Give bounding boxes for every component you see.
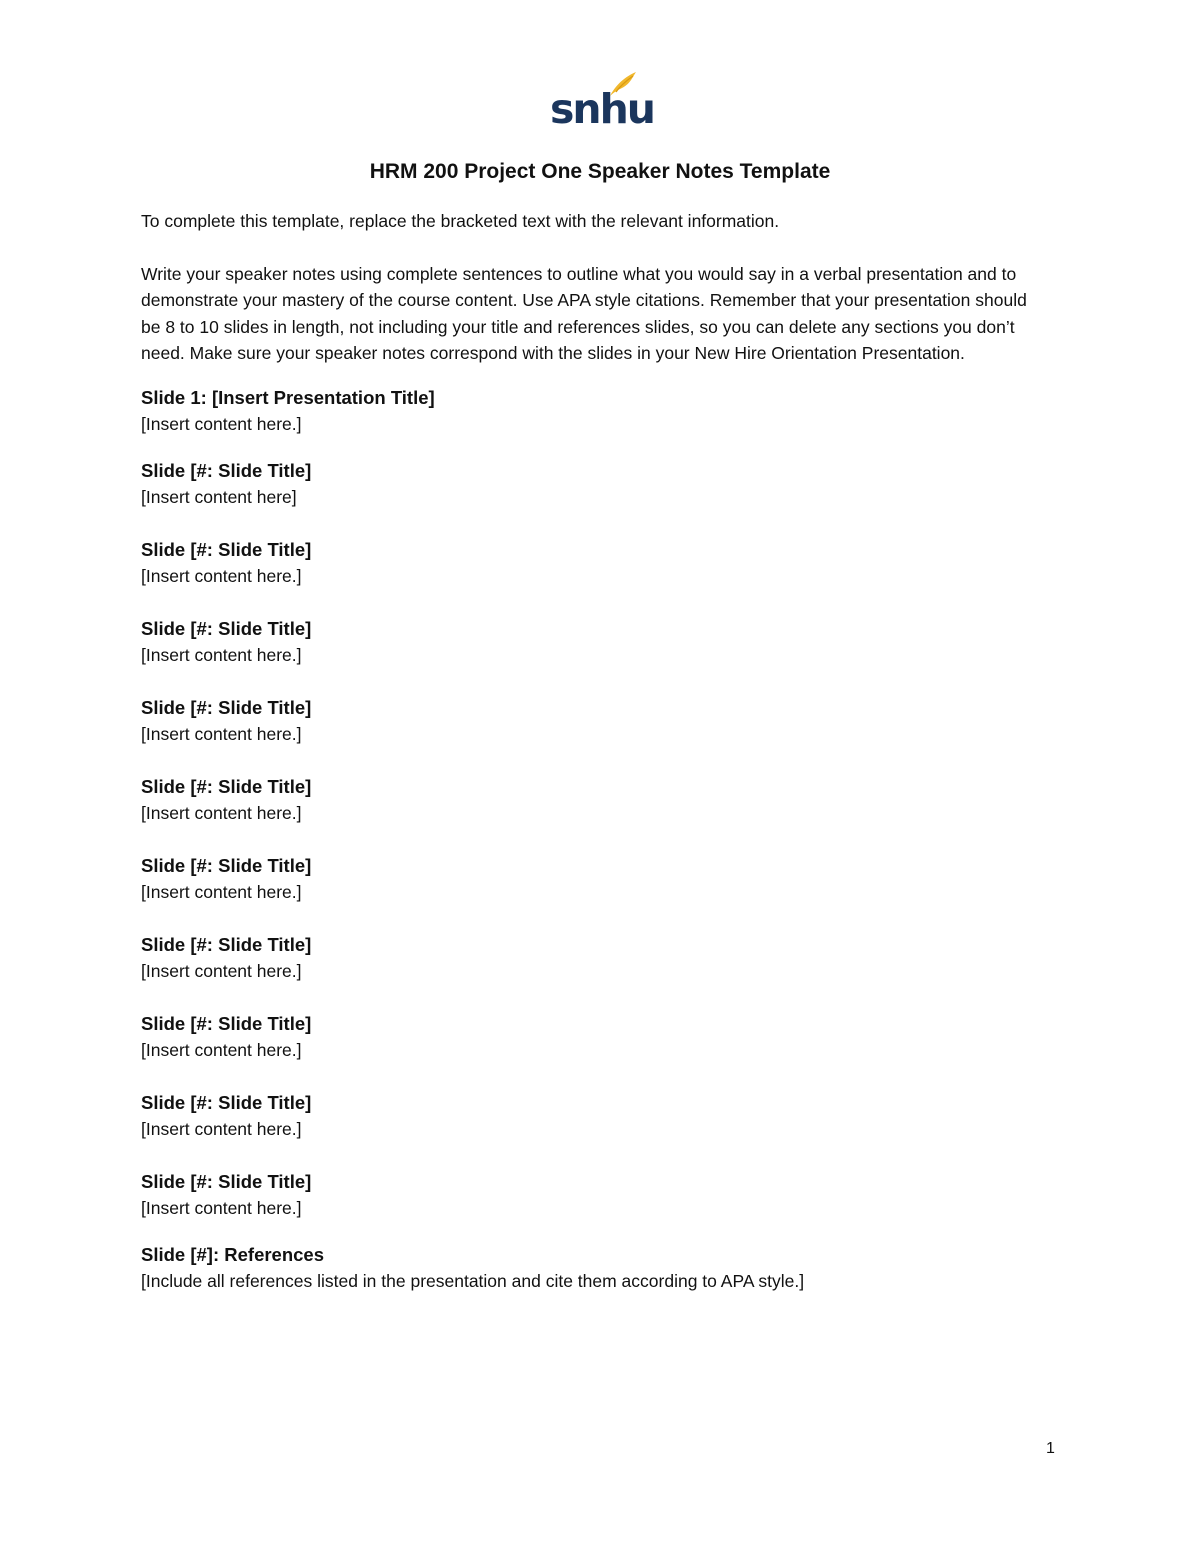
slide-heading: Slide [#: Slide Title]	[141, 459, 312, 481]
slide-section	[141, 1090, 1041, 1143]
slide-section	[141, 458, 1041, 511]
page-number: 1	[1046, 1440, 1055, 1457]
slide-section	[141, 695, 1041, 748]
slide-heading: Slide [#: Slide Title]	[141, 775, 312, 797]
logo-wordmark: snhu	[550, 85, 654, 133]
slide-section	[141, 1011, 1041, 1064]
slide-heading: Slide [#: Slide Title]	[141, 933, 312, 955]
slide-content: [Insert content here.]	[141, 882, 302, 902]
intro-paragraph: Write your speaker notes using complete sentences to outline what you would say in a verbal presentation and to demonstrate your mastery of the course content. Use APA style citations. Remember that your presentation should be 8 to 10 slides in length, not including your title and references slides, so you can delete any sections you don’t need. Make sure your speaker notes correspond with the slides in your New Hire Orientation Presentation.	[141, 263, 1027, 363]
slide-content: [Insert content here.]	[141, 803, 302, 823]
slide-section	[141, 774, 1041, 827]
slide-heading: Slide [#: Slide Title]	[141, 696, 312, 718]
page-title: HRM 200 Project One Speaker Notes Template	[369, 160, 831, 183]
slide-content: [Insert content here.]	[141, 961, 302, 981]
slide-heading: Slide [#: Slide Title]	[141, 538, 312, 560]
references-heading: Slide [#]: References	[141, 1243, 325, 1265]
intro-instruction: To complete this template, replace the bracketed text with the relevant information.	[141, 211, 780, 231]
slide-content: [Insert content here.]	[141, 414, 302, 434]
slide-heading: Slide [#: Slide Title]	[141, 1091, 312, 1113]
document-body	[141, 208, 1041, 1321]
slide-content: [Insert content here.]	[141, 1040, 302, 1060]
slide-section	[141, 537, 1041, 590]
slide-section	[141, 853, 1041, 906]
slide-content: [Insert content here.]	[141, 1198, 302, 1218]
slide-heading: Slide 1: [Insert Presentation Title]	[141, 386, 435, 408]
snhu-logo	[550, 70, 654, 136]
references-section	[141, 1242, 1041, 1295]
slide-section	[141, 1169, 1041, 1222]
slide-content: [Insert content here]	[141, 487, 297, 507]
slide-heading: Slide [#: Slide Title]	[141, 617, 312, 639]
slide-heading: Slide [#: Slide Title]	[141, 1170, 312, 1192]
slide-content: [Insert content here.]	[141, 724, 302, 744]
references-content: [Include all references listed in the presentation and cite them according to APA style.]	[141, 1271, 805, 1291]
slide-heading: Slide [#: Slide Title]	[141, 1012, 312, 1034]
slide-content: [Insert content here.]	[141, 1119, 302, 1139]
slide-heading: Slide [#: Slide Title]	[141, 854, 312, 876]
slide-content: [Insert content here.]	[141, 645, 302, 665]
slide-section	[141, 616, 1041, 669]
slide-section	[141, 385, 1041, 438]
slide-content: [Insert content here.]	[141, 566, 302, 586]
slide-section	[141, 932, 1041, 985]
